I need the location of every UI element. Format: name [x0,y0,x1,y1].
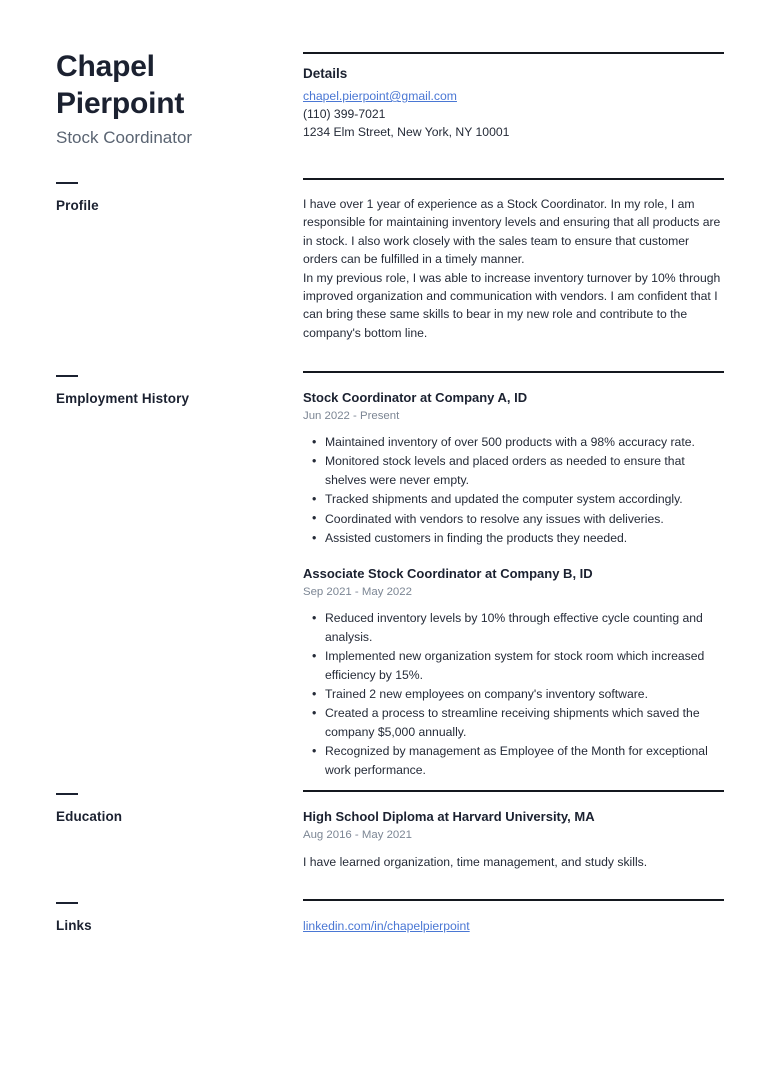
list-item: • Maintained inventory of over 500 products with a 98% accuracy rate. [325,433,724,451]
dash-icon [56,902,78,904]
section-divider [303,52,724,54]
details-heading: Details [303,66,348,81]
list-item: • Reduced inventory levels by 10% through effective cycle counting and analysis. [325,609,724,646]
resume-header-block [56,46,300,149]
email-link[interactable]: chapel.pierpoint@gmail.com [303,89,457,103]
education-section [303,790,724,871]
sidebar-item-employment-history [56,375,300,408]
sidebar-label-links: Links [56,918,92,933]
page-title: Chapel Pierpoint [56,50,185,120]
employment-entry-date: Sep 2021 - May 2022 [303,586,412,599]
linkedin-link[interactable]: linkedin.com/in/chapelpierpoint [303,919,470,933]
employment-entry-title: Associate Stock Coordinator at Company B, ID [303,566,593,582]
profile-paragraph-1: I have over 1 year of experience as a Stock Coordinator. In my role, I am responsible for maintaining inventory levels and ensuring that all products are in stock. I also work closely with the sales team to ensure that customer orders can be fulfilled in a timely manner. [303,197,721,267]
phone-text: (110) 399-7021 [303,107,386,121]
education-entry-date: Aug 2016 - May 2021 [303,829,412,841]
dash-icon [56,793,78,795]
section-divider [303,790,724,792]
employment-history-section [303,371,724,780]
list-item: • Created a process to streamline receiving shipments which saved the company $5,000 annually. [325,704,724,741]
list-item: • Implemented new organization system for stock room which increased efficiency by 15%. [325,647,724,684]
list-item: • Assisted customers in finding the products they needed. [325,529,724,547]
education-entry-description: I have learned organization, time management, and study skills. [303,855,648,869]
list-item: • Monitored stock levels and placed orders as needed to ensure that shelves were never empty. [325,452,724,489]
dash-icon [56,182,78,184]
sidebar-label-employment-history: Employment History [56,391,190,406]
education-entry [303,808,724,871]
section-divider [303,371,724,373]
list-item: • Recognized by management as Employee of the Month for exceptional work performance. [325,742,724,779]
dash-icon [56,375,78,377]
employment-entry [303,389,724,547]
education-entry-title: High School Diploma at Harvard University, MA [303,809,595,824]
list-item: • Trained 2 new employees on company's inventory software. [325,685,724,703]
section-divider [303,899,724,901]
list-item: • Tracked shipments and updated the computer system accordingly. [325,490,724,508]
sidebar-label-profile: Profile [56,198,99,213]
sidebar-item-education [56,793,300,826]
employment-entry-bullets [303,433,724,547]
links-section [303,899,724,935]
employment-entry-title: Stock Coordinator at Company A, ID [303,390,528,405]
employment-entry-date: Jun 2022 - Present [303,410,400,422]
list-item: • Coordinated with vendors to resolve any issues with deliveries. [325,510,724,528]
address-text: 1234 Elm Street, New York, NY 10001 [303,125,510,139]
section-divider [303,178,724,180]
job-title: Stock Coordinator [56,128,193,147]
profile-section [303,178,724,342]
sidebar-label-education: Education [56,809,123,824]
profile-paragraph-2: In my previous role, I was able to increase inventory turnover by 10% through improved organization and communication with vendors. I am confident that I can bring these same skills to bear in my new role and contribute to the company's bottom line. [303,270,721,340]
employment-entry-bullets [303,609,724,779]
email-link-row [303,87,724,105]
sidebar-item-profile [56,182,300,215]
employment-entry [303,565,724,779]
name-block [56,48,300,149]
links-list [303,917,724,935]
sidebar-item-links [56,902,300,935]
details-section [303,52,724,141]
